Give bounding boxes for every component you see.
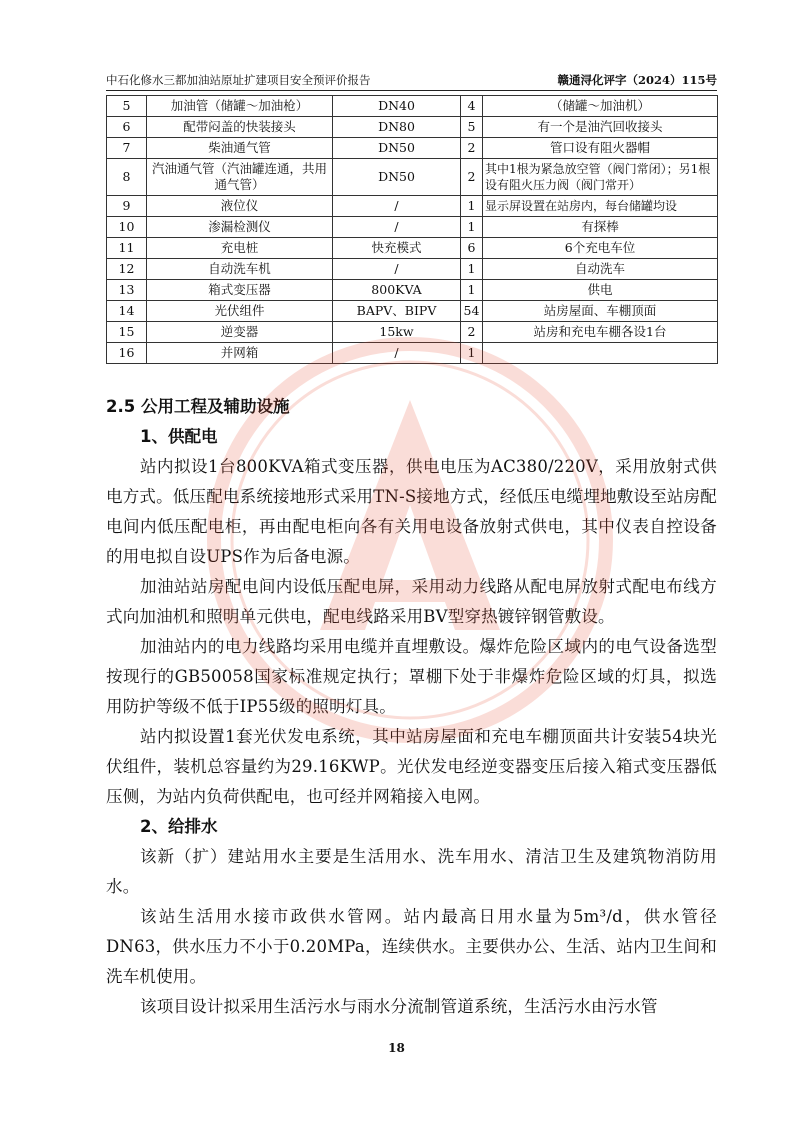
equipment-note: 6个充电车位 (483, 238, 718, 259)
equipment-spec: 15kw (333, 322, 461, 343)
water-heading: 2、给排水 (140, 817, 218, 836)
equipment-spec: / (333, 259, 461, 280)
equipment-name: 充电桩 (147, 238, 333, 259)
table-row (107, 280, 718, 301)
equipment-spec: 800KVA (333, 280, 461, 301)
equipment-note: 供电 (483, 280, 718, 301)
table-row (107, 117, 718, 138)
equipment-name: 箱式变压器 (147, 280, 333, 301)
equipment-note: 有探棒 (483, 217, 718, 238)
row-number: 12 (107, 259, 147, 280)
water-paragraph: 该站生活用水接市政供水管网。站内最高日用水量为5m³/d，供水管径DN63，供水压力不小于0.20MPa，连续供水。主要供办公、生活、站内卫生间和洗车机使用。 (106, 907, 717, 986)
main-content (106, 392, 717, 1022)
row-number: 7 (107, 138, 147, 159)
equipment-name: 柴油通气管 (147, 138, 333, 159)
equipment-spec: 快充模式 (333, 238, 461, 259)
equipment-name: 配带闷盖的快装接头 (147, 117, 333, 138)
power-paragraph: 加油站内的电力线路均采用电缆并直埋敷设。爆炸危险区域内的电气设备选型按现行的GB50058国家标准规定执行；罩棚下处于非爆炸危险区域的灯具，拟选用防护等级不低于IP55级的照明灯具。 (106, 637, 717, 716)
equipment-quantity: 5 (461, 117, 483, 138)
equipment-note: （储罐～加油机） (483, 96, 718, 117)
power-paragraph: 加油站站房配电间内设低压配电屏，采用动力线路从配电屏放射式配电布线方式向加油机和照明单元供电，配电线路采用BV型穿热镀锌钢管敷设。 (106, 577, 717, 626)
table-row (107, 196, 718, 217)
row-number: 13 (107, 280, 147, 301)
table-row (107, 217, 718, 238)
row-number: 14 (107, 301, 147, 322)
equipment-note: 有一个是油汽回收接头 (483, 117, 718, 138)
page-header (106, 72, 717, 91)
row-number: 16 (107, 343, 147, 364)
equipment-spec: DN40 (333, 96, 461, 117)
equipment-name: 逆变器 (147, 322, 333, 343)
equipment-quantity: 2 (461, 159, 483, 196)
equipment-quantity: 54 (461, 301, 483, 322)
table-row (107, 322, 718, 343)
header-report-title: 中石化修水三都加油站原址扩建项目安全预评价报告 (106, 73, 371, 87)
row-number: 5 (107, 96, 147, 117)
equipment-spec: / (333, 343, 461, 364)
water-paragraph: 该项目设计拟采用生活污水与雨水分流制管道系统，生活污水由污水管 (140, 997, 658, 1016)
equipment-spec: DN50 (333, 138, 461, 159)
table-row (107, 96, 718, 117)
row-number: 9 (107, 196, 147, 217)
row-number: 15 (107, 322, 147, 343)
equipment-note: 其中1根为紧急放空管（阀门常闭）；另1根设有阻火压力阀（阀门常开） (483, 159, 718, 196)
equipment-name: 渗漏检测仪 (147, 217, 333, 238)
equipment-table (106, 95, 718, 364)
row-number: 11 (107, 238, 147, 259)
table-row (107, 301, 718, 322)
power-paragraph: 站内拟设1台800KVA箱式变压器，供电电压为AC380/220V，采用放射式供电方式。低压配电系统接地形式采用TN-S接地方式，经低压电缆埋地敷设至站房配电间内低压配电柜，再由配电柜向各有关用电设备放射式供电，其中仪表自控设备的用电拟自设UPS作为后备电源。 (106, 457, 717, 566)
table-row (107, 343, 718, 364)
table-row (107, 159, 718, 196)
table-row (107, 259, 718, 280)
row-number: 8 (107, 159, 147, 196)
water-paragraph: 该新（扩）建站用水主要是生活用水、洗车用水、清洁卫生及建筑物消防用水。 (106, 847, 717, 896)
equipment-quantity: 4 (461, 96, 483, 117)
equipment-name: 并网箱 (147, 343, 333, 364)
row-number: 6 (107, 117, 147, 138)
equipment-quantity: 1 (461, 217, 483, 238)
page-number: 18 (388, 1041, 405, 1055)
equipment-name: 自动洗车机 (147, 259, 333, 280)
table-row (107, 238, 718, 259)
equipment-quantity: 6 (461, 238, 483, 259)
equipment-quantity: 2 (461, 322, 483, 343)
power-supply-heading: 1、供配电 (140, 427, 218, 446)
equipment-quantity: 1 (461, 280, 483, 301)
equipment-spec: / (333, 196, 461, 217)
section-title: 2.5 公用工程及辅助设施 (106, 397, 290, 416)
equipment-quantity: 1 (461, 196, 483, 217)
equipment-note: 站房屋面、车棚顶面 (483, 301, 718, 322)
equipment-spec: DN50 (333, 159, 461, 196)
equipment-name: 汽油通气管（汽油罐连通，共用通气管） (147, 159, 333, 196)
equipment-name: 加油管（储罐～加油枪） (147, 96, 333, 117)
header-document-number: 赣通浔化评字（2024）115号 (557, 73, 717, 87)
table-row (107, 138, 718, 159)
equipment-spec: / (333, 217, 461, 238)
equipment-quantity: 1 (461, 259, 483, 280)
equipment-note (483, 343, 718, 364)
equipment-spec: BAPV、BIPV (333, 301, 461, 322)
equipment-note: 自动洗车 (483, 259, 718, 280)
equipment-spec: DN80 (333, 117, 461, 138)
power-paragraph: 站内拟设置1套光伏发电系统，其中站房屋面和充电车棚顶面共计安装54块光伏组件，装机总容量约为29.16KWP。光伏发电经逆变器变压后接入箱式变压器低压侧，为站内负荷供配电，也可经并网箱接入电网。 (106, 727, 717, 806)
equipment-quantity: 2 (461, 138, 483, 159)
equipment-note: 管口设有阻火器帽 (483, 138, 718, 159)
equipment-note: 显示屏设置在站房内，每台储罐均设 (483, 196, 718, 217)
equipment-quantity: 1 (461, 343, 483, 364)
equipment-name: 光伏组件 (147, 301, 333, 322)
row-number: 10 (107, 217, 147, 238)
equipment-note: 站房和充电车棚各设1台 (483, 322, 718, 343)
equipment-name: 液位仪 (147, 196, 333, 217)
